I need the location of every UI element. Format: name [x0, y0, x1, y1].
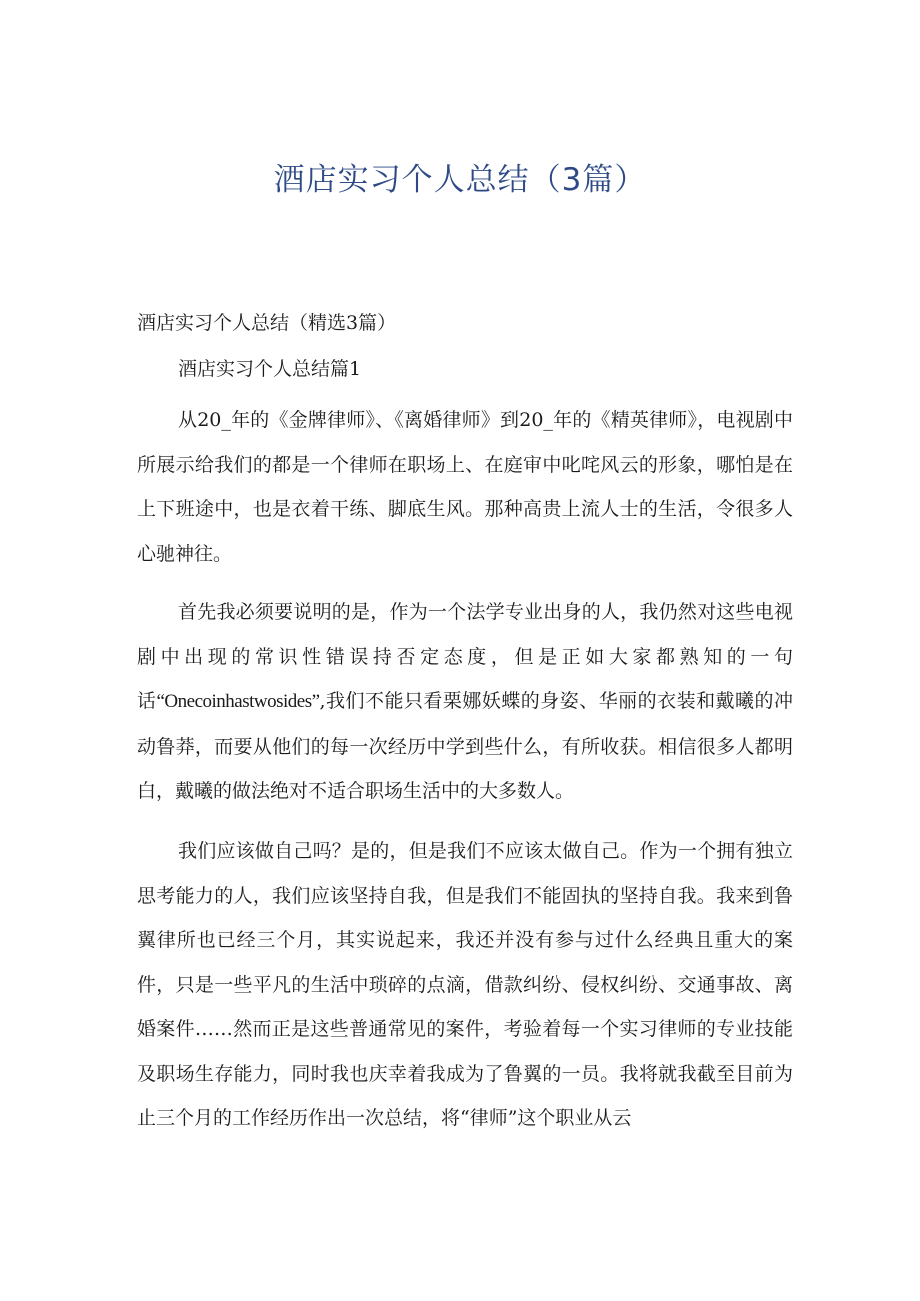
- paragraph-3: 我们应该做自己吗？是的，但是我们不应该太做自己。作为一个拥有独立思考能力的人，我们应该坚持自我，但是我们不能固执的坚持自我。我来到鲁翼律所也已经三个月，其实说起来，我还并没有参与过什么经典且重大的案件，只是一些平凡的生活中琐碎的点滴，借款纠纷、侵权纠纷、交通事故、离婚案件……然而正是这些普通常见的案件，考验着每一个实习律师的专业技能及职场生存能力，同时我也庆幸着我成为了鲁翼的一员。我将就我截至目前为止三个月的工作经历作出一次总结，将“律师”这个职业从云: [137, 840, 793, 1129]
- document-title: 酒店实习个人总结（3篇）: [273, 162, 647, 198]
- document-subtitle: 酒店实习个人总结（精选3篇）: [137, 312, 397, 334]
- paragraph-2-text-after: ,我们不能只看栗娜妖蝶的身姿、华丽的衣装和戴曦的冲动鲁莽，而要从他们的每一次经历中学到些什么，有所收获。相信很多人都明白，戴曦的做法绝对不适合职场生活中的大多数人。: [137, 690, 793, 802]
- paragraph-2-english-quote: “Onecoinhastwosides”: [156, 691, 320, 712]
- paragraph-2: [137, 590, 793, 814]
- paragraph-2-text-before: 首先我必须要说明的是，作为一个法学专业出身的人，我仍然对这些电视剧中出现的常识性错误持否定态度，但是正如大家都熟知的一句话: [137, 601, 793, 712]
- paragraph-1: 从20_年的《金牌律师》、《离婚律师》到20_年的《精英律师》，电视剧中所展示给我们的都是一个律师在职场上、在庭审中叱咤风云的形象，哪怕是在上下班途中，也是衣着干练、脚底生风。那种高贵上流人士的生活，令很多人心驰神往。: [137, 409, 793, 565]
- section-heading: 酒店实习个人总结篇1: [178, 358, 362, 380]
